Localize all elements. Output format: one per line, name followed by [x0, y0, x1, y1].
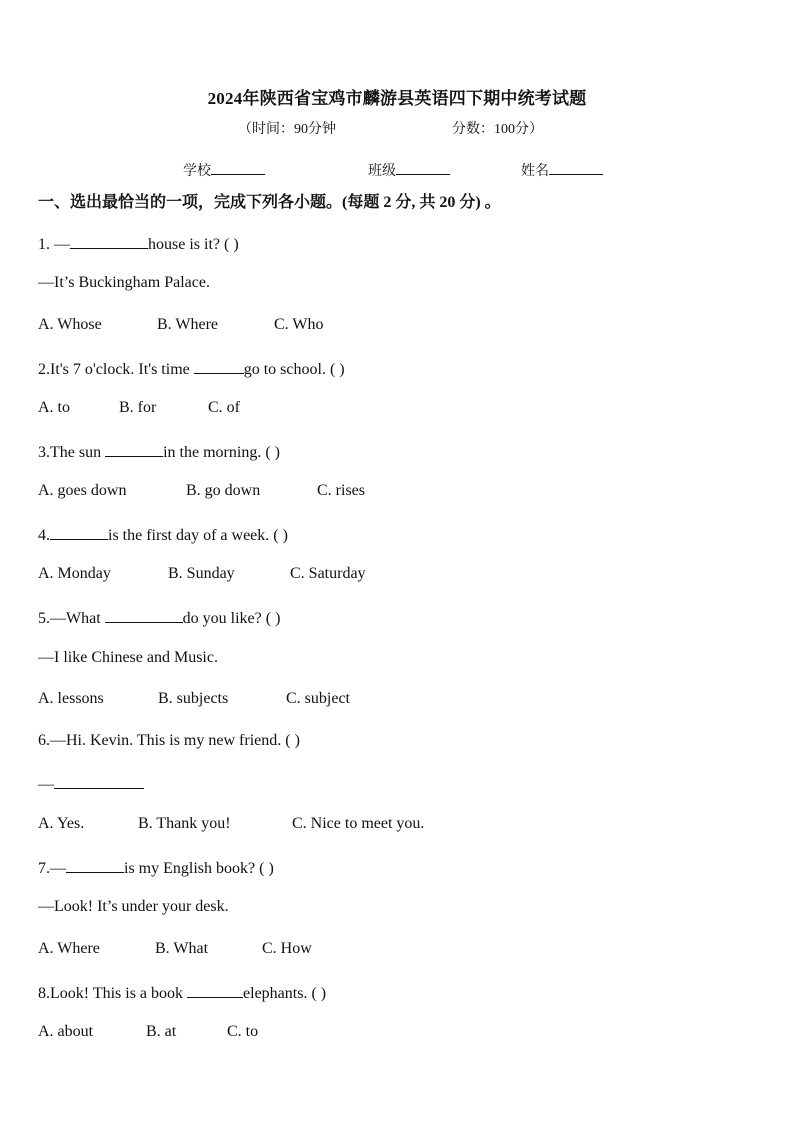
question-8-option-c[interactable]: C. to — [227, 1023, 259, 1040]
answer-blank[interactable] — [187, 982, 243, 998]
question-7-option-c[interactable]: C. How — [262, 940, 312, 957]
question-4-option-b[interactable]: B. Sunday — [168, 565, 235, 582]
exam-time: （时间：90分钟 — [238, 122, 336, 137]
class-blank[interactable] — [396, 160, 450, 175]
question-8-option-a[interactable]: A. about — [38, 1023, 94, 1040]
question-3-option-a[interactable]: A. goes down — [38, 482, 127, 499]
question-7-option-a[interactable]: A. Where — [38, 940, 100, 957]
question-7-reply: —Look! It’s under your desk. — [38, 898, 229, 915]
question-6-option-b[interactable]: B. Thank you! — [138, 815, 231, 832]
section-title: 一、选出最恰当的一项，完成下列各小题。(每题 2 分, 共 20 分) 。 — [38, 194, 501, 211]
question-4-option-a[interactable]: A. Monday — [38, 565, 111, 582]
question-4-stem: 4. is the first day of a week. ( ) — [38, 524, 288, 545]
school-blank[interactable] — [211, 160, 265, 175]
question-7-option-b[interactable]: B. What — [155, 940, 209, 957]
school-label: 学校 — [183, 164, 211, 179]
question-5-option-c[interactable]: C. subject — [286, 690, 350, 707]
question-3-stem: 3.The sun in the morning. ( ) — [38, 441, 280, 462]
question-6-reply: — — [38, 773, 144, 794]
question-6-stem: 6.—Hi. Kevin. This is my new friend. ( ) — [38, 732, 300, 749]
answer-blank[interactable] — [50, 524, 108, 540]
question-8-option-b[interactable]: B. at — [146, 1023, 177, 1040]
question-6-option-a[interactable]: A. Yes. — [38, 815, 85, 832]
question-8-stem: 8.Look! This is a book elephants. ( ) — [38, 982, 326, 1003]
question-2-option-b[interactable]: B. for — [119, 399, 157, 416]
question-2-option-c[interactable]: C. of — [208, 399, 240, 416]
name-field[interactable] — [521, 160, 603, 180]
school-field[interactable] — [183, 160, 265, 180]
question-2-stem: 2.It's 7 o'clock. It's time go to school. ( ) — [38, 358, 345, 379]
question-1-option-c[interactable]: C. Who — [274, 316, 324, 333]
answer-blank[interactable] — [105, 607, 183, 623]
question-5-stem: 5.—What do you like? ( ) — [38, 607, 280, 628]
question-3-option-b[interactable]: B. go down — [186, 482, 261, 499]
question-2-option-a[interactable]: A. to — [38, 399, 70, 416]
question-5-option-a[interactable]: A. lessons — [38, 690, 104, 707]
question-1-stem: 1. — house is it? ( ) — [38, 233, 239, 254]
question-5-option-b[interactable]: B. subjects — [158, 690, 229, 707]
exam-title: 2024年陕西省宝鸡市麟游县英语四下期中统考试题 — [207, 89, 587, 108]
answer-blank[interactable] — [194, 358, 244, 374]
question-1-option-b[interactable]: B. Where — [157, 316, 219, 333]
name-label: 姓名 — [521, 164, 549, 179]
question-4-option-c[interactable]: C. Saturday — [290, 565, 366, 582]
answer-blank[interactable] — [66, 857, 124, 873]
exam-score: 分数：100分） — [452, 122, 543, 137]
question-5-reply: —I like Chinese and Music. — [38, 649, 218, 666]
question-1-reply: —It’s Buckingham Palace. — [38, 274, 210, 291]
class-label: 班级 — [368, 164, 396, 179]
answer-blank[interactable] — [54, 773, 144, 789]
question-6-option-c[interactable]: C. Nice to meet you. — [292, 815, 425, 832]
class-field[interactable] — [368, 160, 450, 180]
name-blank[interactable] — [549, 160, 603, 175]
answer-blank[interactable] — [105, 441, 163, 457]
question-7-stem: 7.— is my English book? ( ) — [38, 857, 274, 878]
answer-blank[interactable] — [70, 233, 148, 249]
question-1-option-a[interactable]: A. Whose — [38, 316, 102, 333]
question-3-option-c[interactable]: C. rises — [317, 482, 365, 499]
